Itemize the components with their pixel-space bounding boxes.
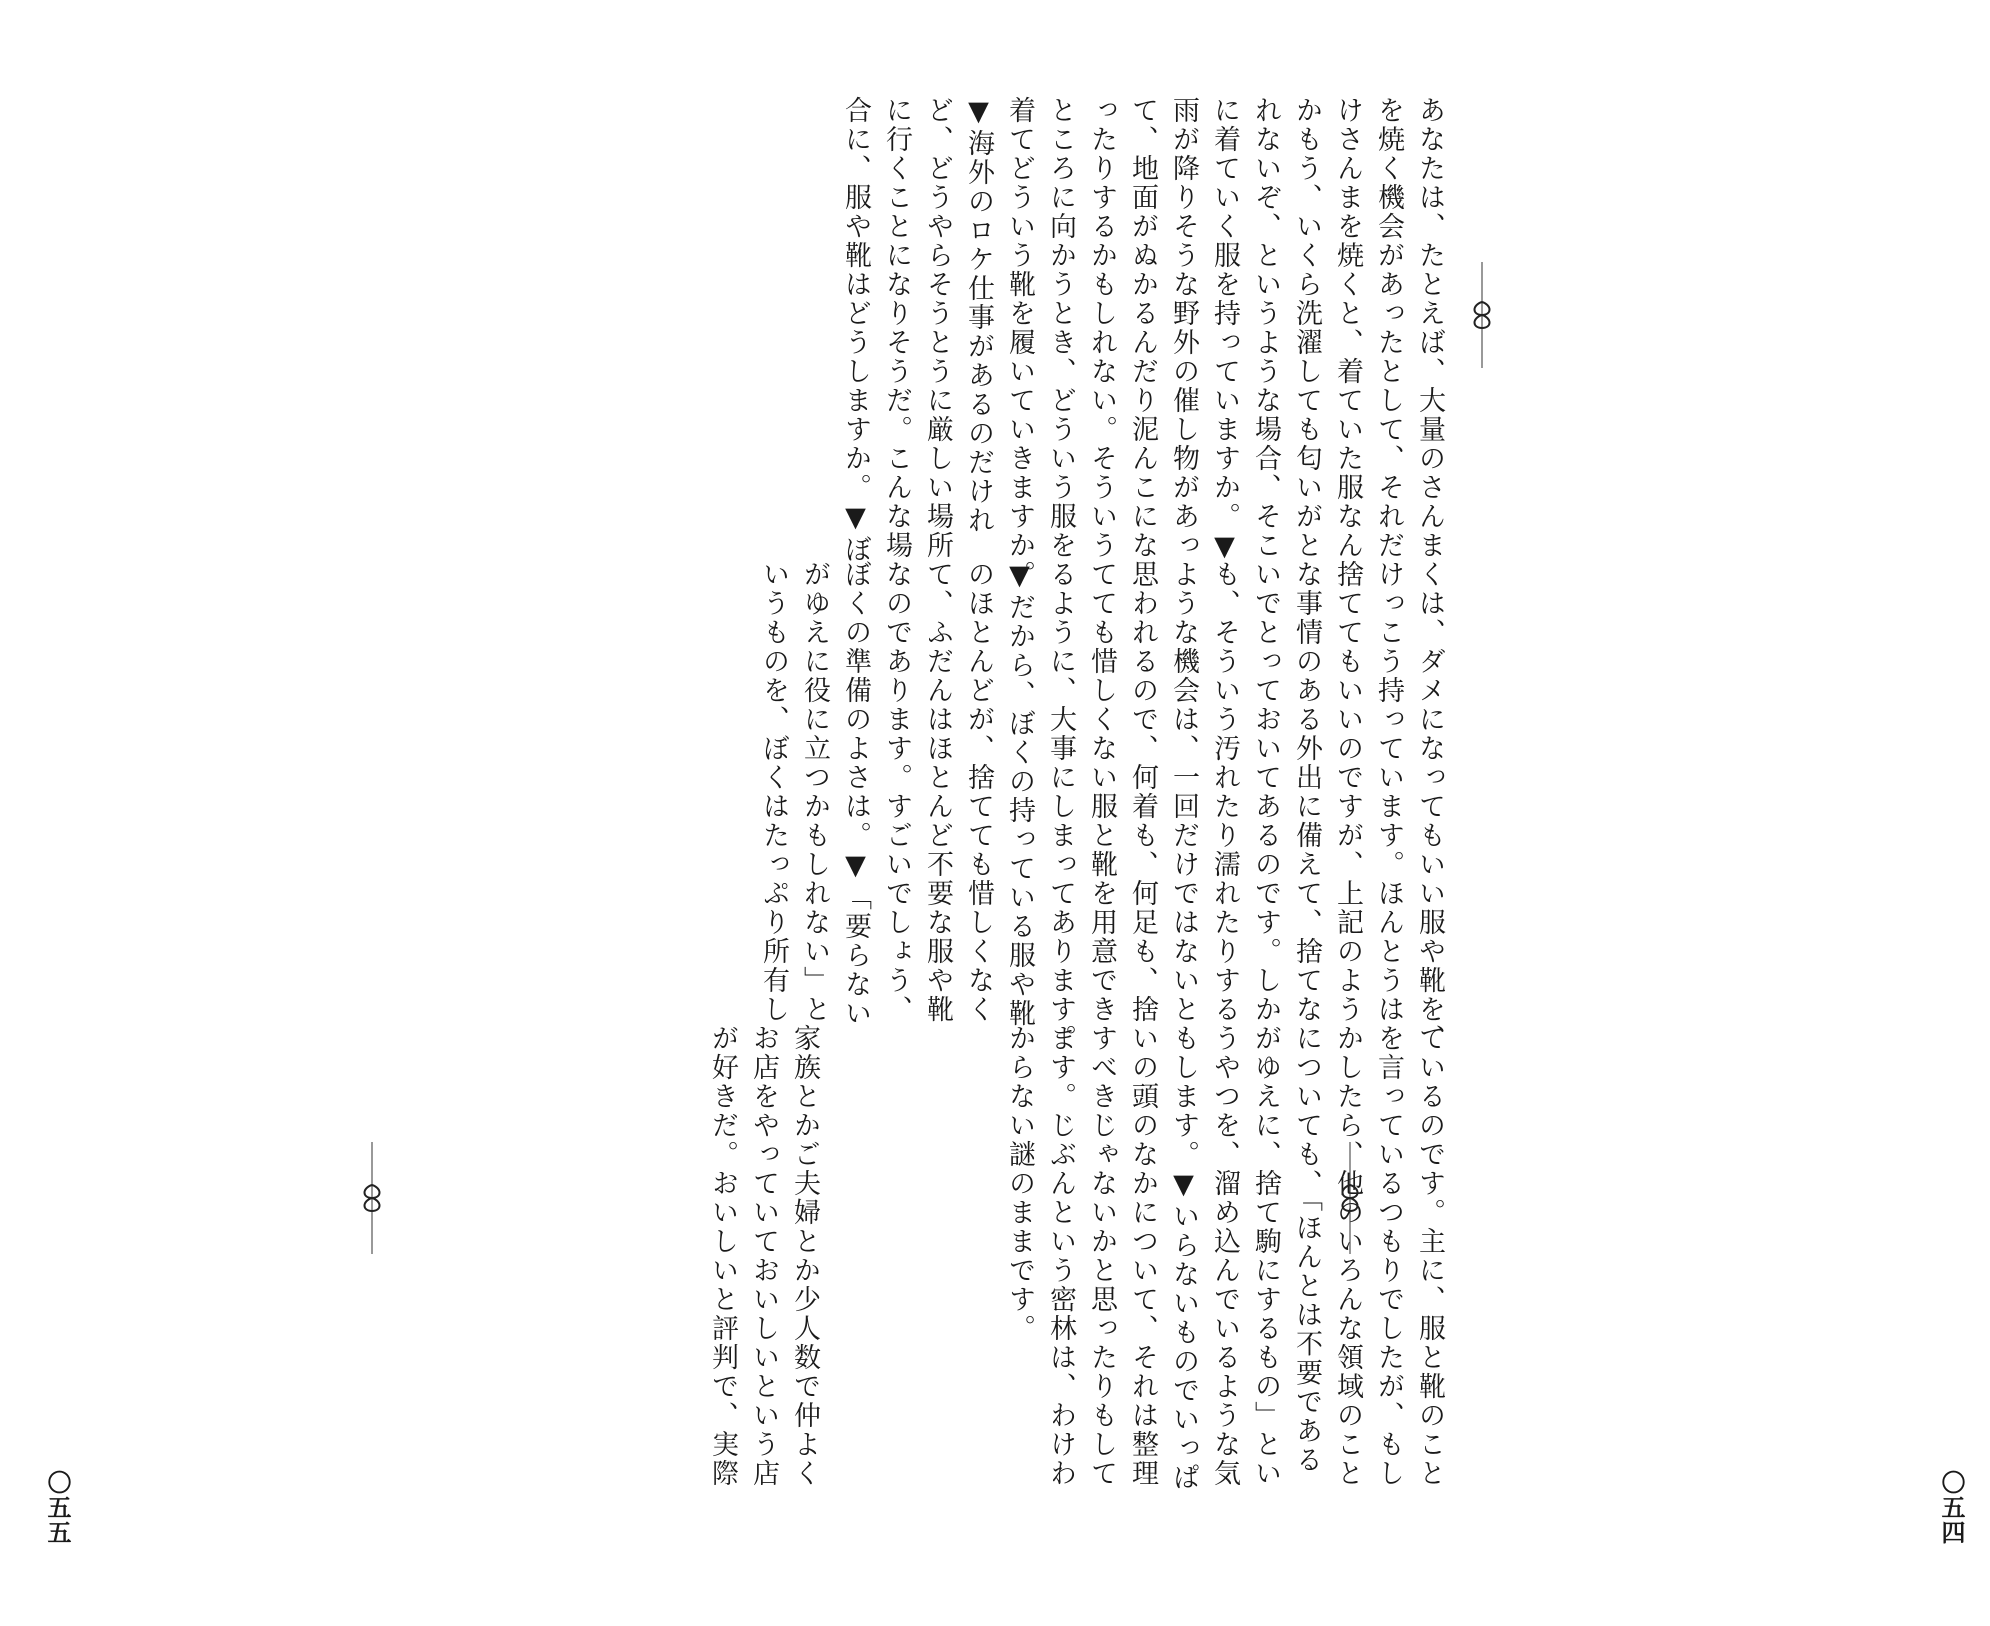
text-block-section2-bottom: 家族とかご夫婦とか少人数で仲よく お店をやっていておいしいという店 が好きだ。おいしいと評判で、実際 bbox=[707, 1024, 820, 1488]
text-block-section1-top: あなたは、たとえば、大量のさんま を焼く機会があったとして、それだ けさんまを焼くと、着ていた服なん かもう、いくら洗濯しても匂いがと れないぞ、というような場合、そこ に着ていく服を持っていますか。▼ 雨が降りそうな野外の催し物があっ て、地面がぬかるんだり泥んこにな ったりするかもしれない。そういう ところに向かうとき、どういう服を 着てどういう靴を履いていきますか。 ▼海外のロケ仕事があるのだけれ ど、どうやらそうとうに厳しい場所 に行くことになりそうだ。こんな場 合に、服や靴はどうしますか。▼ぼ bbox=[840, 96, 1445, 589]
text-block-section1-middle: くは、ダメになってもいい服や靴を、 けっこう持っています。ほんとうは 捨ててもいいのですが、上記のよう な事情のある外出に備えて、捨てな いでとっておいてあるのです。しか も、そういう汚れたり濡れたりする ような機会は、一回だけではないと 思われるので、何着も、何足も、捨 てても惜しくない服と靴を用意でき るように、大事にしまってあります。 ▼だから、ぼくの持っている服や靴 のほとんどが、捨てても惜しくなく て、ふだんはほとんど不要な服や靴 なのであります。すごいでしょう、 ぼくの準備のよさは。▼「要らない がゆえに役に立つかもしれない」と いうものを、ぼくはたっぷり所有し bbox=[758, 560, 1445, 1053]
page-number: 〇五五 bbox=[43, 1470, 72, 1545]
text-block-section1-bottom: ているのです。主に、服と靴のこと を言っているつもりでしたが、もし かしたら、他のいろんな領域のこと についても、「ほんとは不要である がゆえに、捨て駒にするもの」とい うやつを、溜め込んでいるような気 もします。▼いらないものでいっぱ いの頭のなかについて、それは整理 すべきじゃないかと思ったりもして ます。じぶんという密林は、わけわ からない謎のままです。 bbox=[1004, 1024, 1445, 1492]
page-number: 〇五四 bbox=[1937, 1470, 1966, 1545]
page-right bbox=[707, 0, 1990, 1626]
section-ornament bbox=[1335, 1142, 1365, 1254]
section-ornament bbox=[357, 1142, 387, 1254]
section-ornament bbox=[1467, 262, 1497, 368]
